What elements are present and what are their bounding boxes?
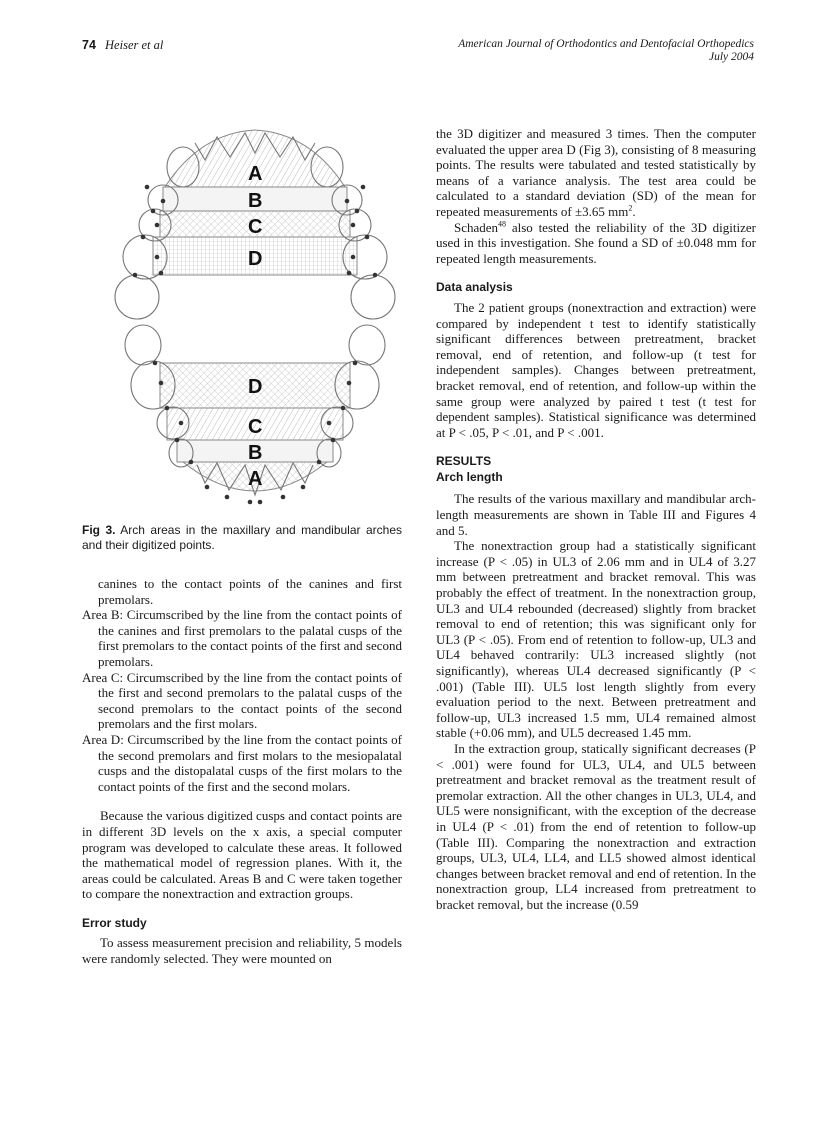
heading-data-analysis: Data analysis — [436, 280, 513, 295]
paragraph-arch-length-3: In the extraction group, statically significant decreases (P < .001) were found for UL3, UL4, and UL5 between pretreatment and bracket removal as the treatment result of premolar extraction. All the other changes in UL3, UL4, and UL5 were nonsignificant, with the exception of the decrease in UL4 (P < .01) from the end of retention to follow-up (Table III). Comparing the nonextraction and extraction groups, UL3, UL4, LL4, and LL5 showed almost identical changes between bracket removal and end of retention. In the nonextraction group, LL4 increased from pretreatment to bracket removal, but the increase (0.59 — [436, 740, 756, 912]
paragraph-error-study: To assess measurement precision and reliability, 5 models were randomly selected. They were mounted on — [82, 935, 402, 967]
paragraph-data-analysis: The 2 patient groups (nonextraction and extraction) were compared by independent t test to identify statistically significant differences between pretreatment, bracket removal, end of retention, and follow-up (t test for independent samples). Changes between pretreatment, bracket removal, end of retention, and follow-up within the same group were analyzed by paired t test (t test for dependent samples). Statistical significance was determined at P < .05, P < .01, and P < .001. — [436, 299, 756, 440]
figure-arch-areas — [105, 125, 405, 510]
mandibular-area-d-label: D — [248, 376, 263, 398]
area-c-text: Circumscribed by the line from the contact points of the first and second premolars to the palatal cusps of the second premolars to the contact points of the second premolars and the first molars. — [98, 669, 402, 732]
area-d-text: Circumscribed by the line from the contact points of the second premolars and first molars to the mesiopalatal cusps and the distopalatal cusps of the first molars to the contact points of the first and the second molars. — [98, 731, 402, 794]
figure-caption — [82, 523, 402, 553]
reference-number: 48 — [498, 219, 507, 229]
heading-results: RESULTS — [436, 454, 492, 469]
maxillary-area-b-label: B — [248, 190, 263, 212]
maxillary-area-a-label: A — [248, 163, 263, 185]
paragraph-regression: Because the various digitized cusps and contact points are in different 3D levels on the x axis, a special computer program was developed to calculate these areas. It followed the mathematical model of regression planes. With it, the areas could be calculated. Areas B and C were taken together to compare the nonextraction and extraction groups. — [82, 808, 402, 902]
heading-error-study: Error study — [82, 915, 147, 930]
running-authors: Heiser et al — [105, 38, 164, 52]
mandibular-area-b-label: B — [248, 442, 263, 464]
running-header-left — [82, 38, 163, 53]
superscript-squared: 2 — [628, 203, 633, 213]
maxillary-arch — [115, 130, 395, 319]
paragraph-arch-length-1: The results of the various maxillary and mandibular arch-length measurements are shown in Table III and Figures 4 and 5. — [436, 491, 756, 538]
area-c-label: Area C: — [82, 669, 124, 685]
maxillary-area-d-label: D — [248, 248, 263, 270]
paragraph-error-study-cont — [436, 126, 756, 220]
maxillary-area-c-label: C — [248, 216, 263, 238]
area-b-label: Area B: — [82, 607, 124, 623]
mandibular-area-a-label: A — [248, 468, 263, 490]
area-b-text: Circumscribed by the line from the contact points of the canines and first premolars to the palatal cusps of the first premolars to the contact points of the first and second premolars. — [98, 607, 402, 669]
sentence-end: . — [632, 203, 636, 219]
error-study-cont-text: the 3D digitizer and measured 3 times. Then the computer evaluated the upper area D (Fig 3), consisting of 8 measuring points. The results were tabulated and tested statistically by means of a variance analysis. The test area could be calculated to a standard deviation (SD) of the mean for repeated measurements of ±3.65 mm — [436, 126, 756, 219]
mandibular-area-c-label: C — [248, 416, 263, 438]
journal-title: American Journal of Orthodontics and Dentofacial Orthopedics — [458, 38, 754, 50]
area-d-definition — [82, 732, 402, 794]
area-c-definition — [82, 670, 402, 732]
paragraph-arch-length-2: The nonextraction group had a statistically significant increase (P < .05) in UL3 of 2.06 mm and in UL4 of 3.27 mm between pretreatment and bracket removal. This was probably the effect of treatment. In the nonextraction group, UL3 and UL4 rebounded (decreased) slightly from bracket removal to end of retention; this was significant only for UL3 (P < .05). From end of retention to follow-up, UL3 and UL4 behaved contrarily: UL3 increased slightly (not significantly), whereas UL4 decreased significantly (P < .001) (Table III). UL5 lost length slightly from every evaluation period to the next. Between pretreatment and follow-up, UL3 increased 1.5 mm, UL4 remained almost stable (+0.06 mm), and UL5 decreased 1.45 mm. — [436, 538, 756, 741]
page-number: 74 — [82, 38, 96, 52]
paragraph-schaden — [436, 220, 756, 267]
figure-caption-label: Fig 3. — [82, 523, 116, 537]
figure-caption-text: Arch areas in the maxillary and mandibular arches and their digitized points. — [82, 523, 402, 552]
schaden-text: also tested the reliability of the 3D digitizer used in this investigation. She found a SD of ±0.048 mm for repeated length measurements. — [436, 219, 756, 266]
right-column — [436, 126, 756, 913]
running-header-right — [458, 38, 754, 64]
issue-date: July 2004 — [708, 51, 754, 63]
left-column — [82, 576, 402, 967]
area-b-definition — [82, 607, 402, 669]
author-name: Schaden — [454, 219, 499, 235]
mandibular-arch — [125, 325, 385, 504]
arch-diagram-illustration — [105, 125, 405, 510]
area-d-label: Area D: — [82, 731, 124, 747]
heading-arch-length: Arch length — [436, 469, 503, 484]
area-a-continuation: canines to the contact points of the canines and first premolars. — [98, 576, 402, 607]
